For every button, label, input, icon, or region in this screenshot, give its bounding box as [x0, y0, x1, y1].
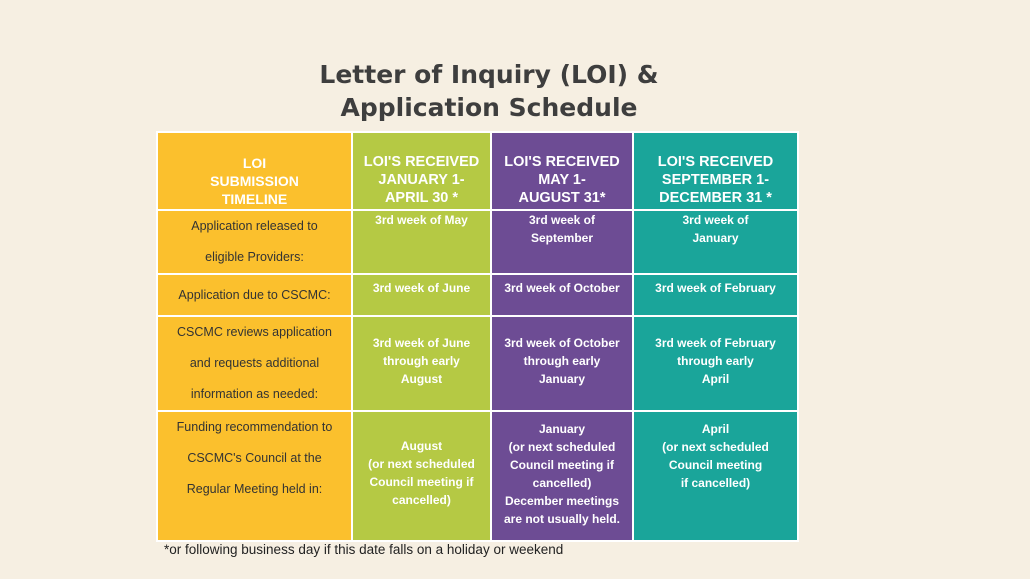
- footnote: *or following business day if this date falls on a holiday or weekend: [164, 542, 564, 557]
- cell-text: 3rd week of February: [655, 336, 776, 350]
- header-text: JANUARY 1-: [378, 172, 465, 188]
- cell-may-aug-released: [491, 210, 633, 274]
- cell-text: cancelled): [532, 476, 592, 490]
- cell-sep-dec-review: [633, 316, 798, 411]
- header-text: LOI: [242, 155, 267, 171]
- label-text: information as needed:: [190, 387, 319, 401]
- cell-text: 3rd week of May: [375, 213, 468, 227]
- cell-jan-apr-due: [352, 274, 491, 316]
- cell-text: December meetings: [504, 494, 620, 508]
- cell-text: cancelled): [392, 493, 451, 507]
- header-may-aug: [491, 132, 633, 210]
- title-line-1: Letter of Inquiry (LOI) &: [319, 60, 659, 89]
- cell-text: 3rd week of February: [655, 281, 776, 295]
- row-label-cscmc-reviews: [157, 316, 352, 411]
- cell-text: 3rd week of October: [504, 336, 620, 350]
- table-row: [157, 274, 798, 316]
- title-line-2: Application Schedule: [340, 93, 638, 122]
- cell-text: through early: [383, 354, 460, 368]
- cell-text: Council meeting if: [509, 458, 614, 472]
- cell-text: through early: [523, 354, 601, 368]
- cell-sep-dec-funding: [633, 411, 798, 541]
- header-text: SUBMISSION: [210, 173, 299, 189]
- header-text: MAY 1-: [538, 172, 586, 188]
- cell-text: April: [701, 422, 730, 436]
- cell-text: August: [400, 372, 443, 386]
- cell-sep-dec-due: [633, 274, 798, 316]
- header-text: AUGUST 31*: [518, 190, 606, 206]
- table-row: [157, 210, 798, 274]
- label-text: Application due to CSCMC:: [178, 288, 331, 302]
- header-text: LOI'S RECEIVED: [657, 154, 774, 170]
- cell-text: if cancelled): [680, 476, 751, 490]
- header-text: DECEMBER 31 *: [659, 190, 772, 206]
- label-text: Application released to: [191, 219, 318, 233]
- cell-text: 3rd week of October: [504, 281, 620, 295]
- label-text: Funding recommendation to: [176, 420, 333, 434]
- cell-text: 3rd week of: [682, 213, 749, 227]
- cell-may-aug-funding: [491, 411, 633, 541]
- header-text: LOI'S RECEIVED: [504, 154, 620, 170]
- row-label-funding-recommendation: [157, 411, 352, 541]
- cell-jan-apr-review: [352, 316, 491, 411]
- label-text: Regular Meeting held in:: [186, 482, 323, 496]
- row-label-application-due: [157, 274, 352, 316]
- cell-text: January: [692, 231, 739, 245]
- cell-text: Council meeting: [668, 458, 763, 472]
- schedule-table: [156, 131, 799, 542]
- header-text: TIMELINE: [221, 191, 288, 207]
- cell-text: 3rd week of: [528, 213, 596, 227]
- cell-text: (or next scheduled: [368, 457, 475, 471]
- label-text: and requests additional: [189, 356, 320, 370]
- table-row: [157, 411, 798, 541]
- cell-text: April: [701, 372, 730, 386]
- cell-text: 3rd week of June: [372, 336, 471, 350]
- cell-text: through early: [677, 354, 754, 368]
- cell-text: (or next scheduled: [662, 440, 769, 454]
- cell-text: Council meeting if: [369, 475, 474, 489]
- header-text: LOI'S RECEIVED: [363, 154, 480, 170]
- header-sep-dec: [633, 132, 798, 210]
- cell-text: January: [538, 422, 586, 436]
- header-text: SEPTEMBER 1-: [661, 172, 770, 188]
- row-label-application-released: [157, 210, 352, 274]
- header-submission-timeline: [157, 132, 352, 210]
- cell-text: (or next scheduled: [508, 440, 616, 454]
- header-jan-apr: [352, 132, 491, 210]
- cell-text: January: [538, 372, 586, 386]
- cell-text: September: [530, 231, 594, 245]
- cell-jan-apr-funding: [352, 411, 491, 541]
- label-text: CSCMC's Council at the: [187, 451, 322, 465]
- page-title: [0, 58, 978, 124]
- table-header-row: [157, 132, 798, 210]
- label-text: CSCMC reviews application: [177, 325, 332, 339]
- cell-may-aug-review: [491, 316, 633, 411]
- cell-sep-dec-released: [633, 210, 798, 274]
- table-row: [157, 316, 798, 411]
- label-text: eligible Providers:: [205, 250, 304, 264]
- header-text: APRIL 30 *: [384, 190, 459, 206]
- cell-text: are not usually held.: [503, 512, 621, 526]
- cell-may-aug-due: [491, 274, 633, 316]
- cell-text: August: [400, 439, 443, 453]
- cell-jan-apr-released: [352, 210, 491, 274]
- cell-text: 3rd week of June: [372, 281, 471, 295]
